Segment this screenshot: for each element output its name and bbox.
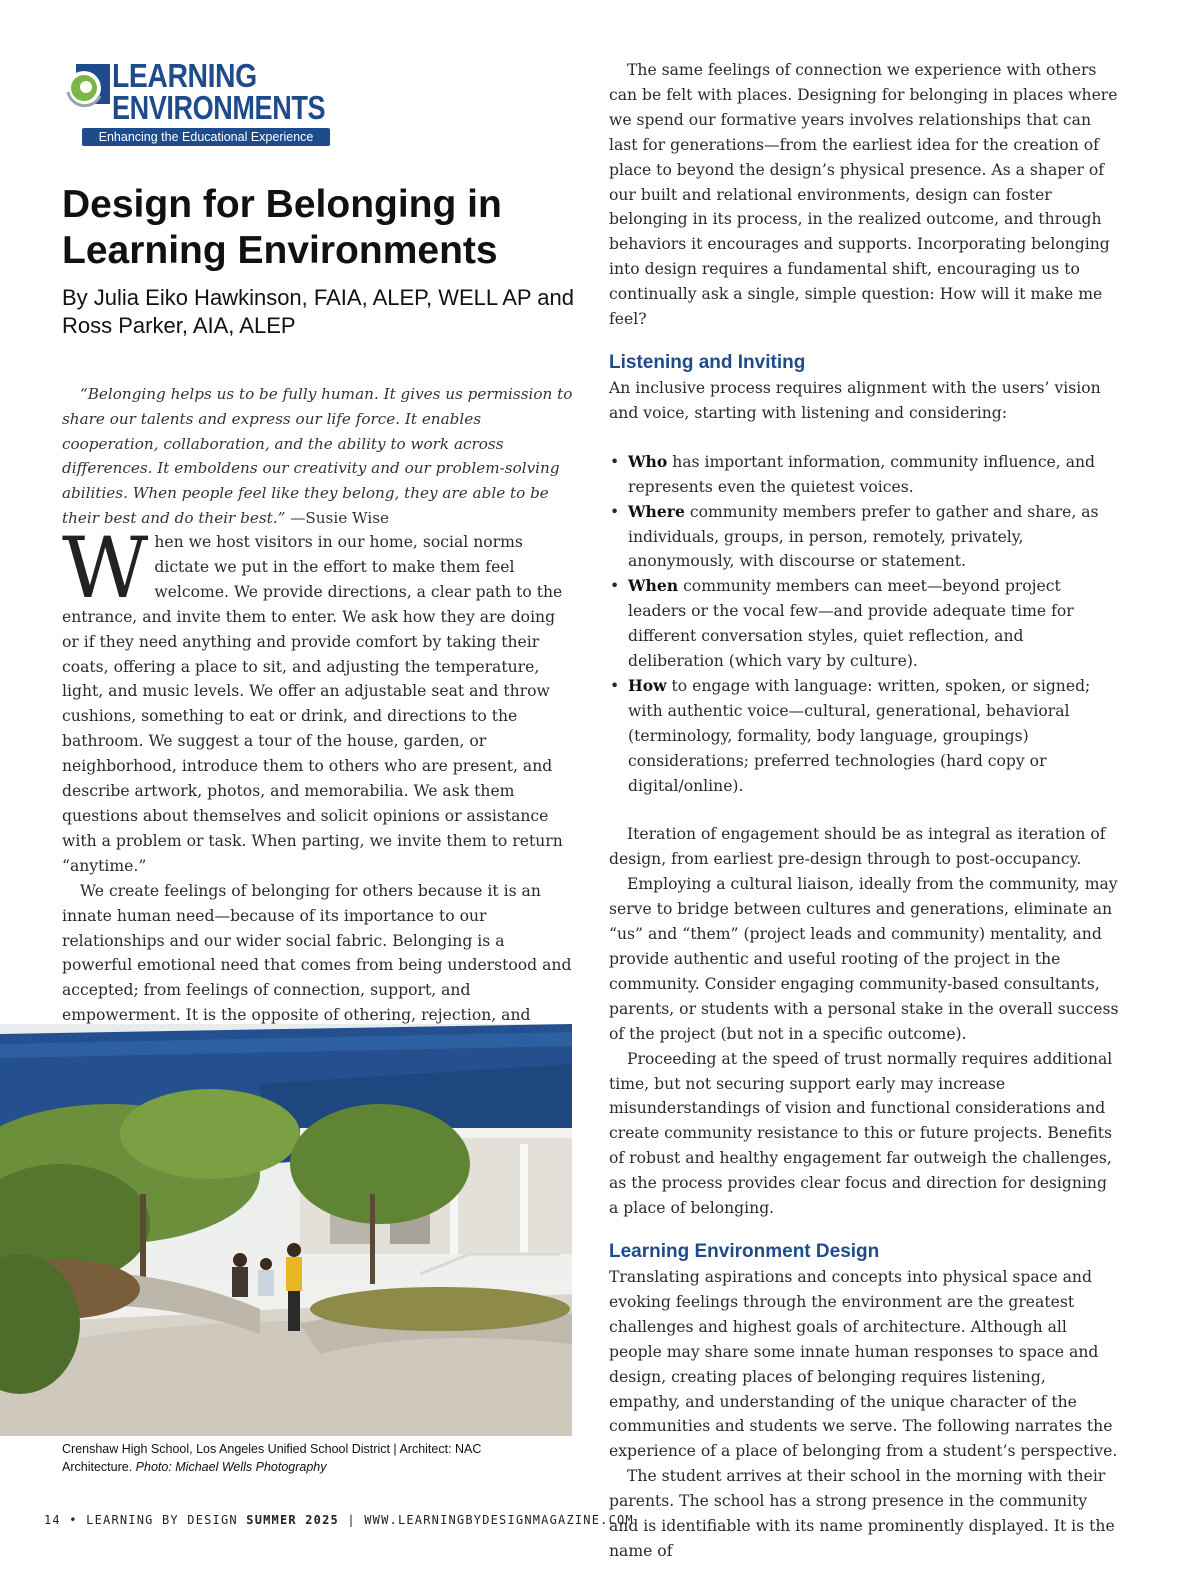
- considerations-list: [609, 450, 1121, 799]
- magazine-url[interactable]: WWW.LEARNINGBYDESIGNMAGAZINE.COM: [364, 1513, 634, 1527]
- right-column: [609, 58, 1121, 1564]
- list-item: • Where community members prefer to gather and share, as individuals, groups, in person, remotely, privately, anonymously, with discourse or statement.: [609, 500, 1121, 575]
- paragraph-7: Proceeding at the speed of trust normally requires additional time, but not securing support early may increase misunderstandings of vision and functional considerations and create community resistance to this or future projects. Benefits of robust and healthy engagement far outweigh the challenges, as the process provides clear focus and direction for designing a place of belonging.: [609, 1049, 1113, 1218]
- list-item: • Who has important information, community influence, and represents even the quietest voices.: [609, 450, 1121, 500]
- left-column: [62, 57, 574, 1025]
- heading-learning-environment-design: Learning Environment Design: [609, 1240, 880, 1262]
- page-number: 14: [44, 1513, 61, 1527]
- caption-text: Crenshaw High School, Los Angeles Unified School District | Architect: NAC Architecture.: [62, 1442, 482, 1474]
- paragraph-6: Employing a cultural liaison, ideally from the community, may serve to bridge between cultures and generations, eliminate an “us” and “them” (project leads and community) mentality, and provide authentic and useful rooting of the project in the community. Consider engaging community-based consultants, parents, or students with a personal stake in the overall success of the project (but not in a specific outcome).: [609, 875, 1119, 1043]
- issue-label: SUMMER 2025: [246, 1513, 339, 1527]
- logo-tagline: Enhancing the Educational Experience: [82, 128, 330, 146]
- paragraph-8: Translating aspirations and concepts into physical space and evoking feelings through the environment are the greatest challenges and highest goals of architecture. Although all people may share some innate human responses to space and design, creating places of belonging requires listening, empathy, and understanding of the unique character of the communities and students we serve. The following narrates the experience of a place of belonging from a student’s perspective.: [609, 1267, 1118, 1461]
- photo-caption: [62, 1440, 532, 1476]
- logo-mark-icon: [62, 62, 114, 114]
- left-body-text: [62, 519, 574, 1078]
- paragraph-1: When we host visitors in our home, social norms dictate we put in the effort to make them feel welcome. We provide directions, a clear path to the entrance, and invite them to enter. We ask how they are doing or if they need anything and provide comfort by taking their coats, offering a place to sit, and adjusting the temperature, light, and music levels. We offer an adjustable seat and throw cushions, something to eat or drink, and directions to the bathroom. We suggest a tour of the house, garden, or neighborhood, introduce them to others who are present, and describe artwork, photos, and memorabilia. We ask them questions about themselves and solicit opinions or assistance with a problem or task. When parting, we invite them to return “anytime.”: [62, 519, 563, 875]
- quote-attribution: —Susie Wise: [290, 508, 390, 527]
- paragraph-2: We create feelings of belonging for others because it is an innate human need—because of its importance to our relationships and our wider social fabric. Belonging is a powerful emotional need that comes from being understood and accepted; from feelings of connection, support, and empowerment. It is the opposite of othering, rejection, and: [62, 881, 572, 1025]
- logo-line-2: ENVIRONMENTS: [112, 89, 326, 126]
- list-item: • When community members can meet—beyond project leaders or the vocal few—and provide adequate time for different conversation styles, quiet reflection, and deliberation (which vary by culture).: [609, 574, 1121, 674]
- footer-separator: |: [347, 1513, 356, 1527]
- footer-bullet: •: [69, 1513, 78, 1527]
- heading-listening-inviting: Listening and Inviting: [609, 351, 806, 373]
- epigraph-quote: [62, 382, 574, 531]
- drop-cap: W: [62, 519, 149, 617]
- paragraph-3: The same feelings of connection we experience with others can be felt with places. Designing for belonging in places where we spend our formative years involves relationships that can last for generations—from the earliest idea for the creation of place to beyond the design’s physical presence. As a shaper of our built and relational environments, design can foster belonging in its process, in the realized outcome, and through behaviors it encourages and supports. Incorporating belonging into design requires a fundamental shift, encouraging us to continually ask a single, simple question: How will it make me feel?: [609, 61, 1118, 329]
- quote-text: “Belonging helps us to be fully human. It gives us permission to share our talents and express our life force. It enables cooperation, collaboration, and the ability to work across differences. It emboldens our creativity and our problem-solving abilities. When people feel like they belong, they are able to be their best and do their best.”: [62, 385, 573, 527]
- photo-illustration: [0, 1024, 572, 1436]
- paragraph-9: The student arrives at their school in the morning with their parents. The school has a strong presence in the community and is identifiable with its name prominently displayed. It is the name of: [609, 1467, 1115, 1560]
- learning-environments-logo: [62, 58, 330, 150]
- photo-credit: Photo: Michael Wells Photography: [135, 1460, 327, 1474]
- magazine-name: LEARNING BY DESIGN: [86, 1513, 238, 1527]
- article-byline: By Julia Eiko Hawkinson, FAIA, ALEP, WELL AP and Ross Parker, AIA, ALEP: [62, 285, 574, 338]
- school-photo: [0, 1024, 572, 1436]
- page-footer: [44, 1512, 844, 1528]
- list-item: • How to engage with language: written, spoken, or signed; with authentic voice—cultural, generational, behavioral (terminology, formality, body language, groupings) considerations; preferred technologies (hard copy or digital/online).: [609, 674, 1121, 799]
- paragraph-4: An inclusive process requires alignment with the users’ vision and voice, starting with listening and considering:: [609, 378, 1101, 422]
- logo-line-1: LEARNING: [112, 57, 257, 94]
- paragraph-5: Iteration of engagement should be as integral as iteration of design, from earliest pre-design through to post-occupancy.: [609, 825, 1106, 869]
- right-body-text: [609, 58, 1121, 1564]
- article-title: Design for Belonging in Learning Environments: [62, 183, 502, 272]
